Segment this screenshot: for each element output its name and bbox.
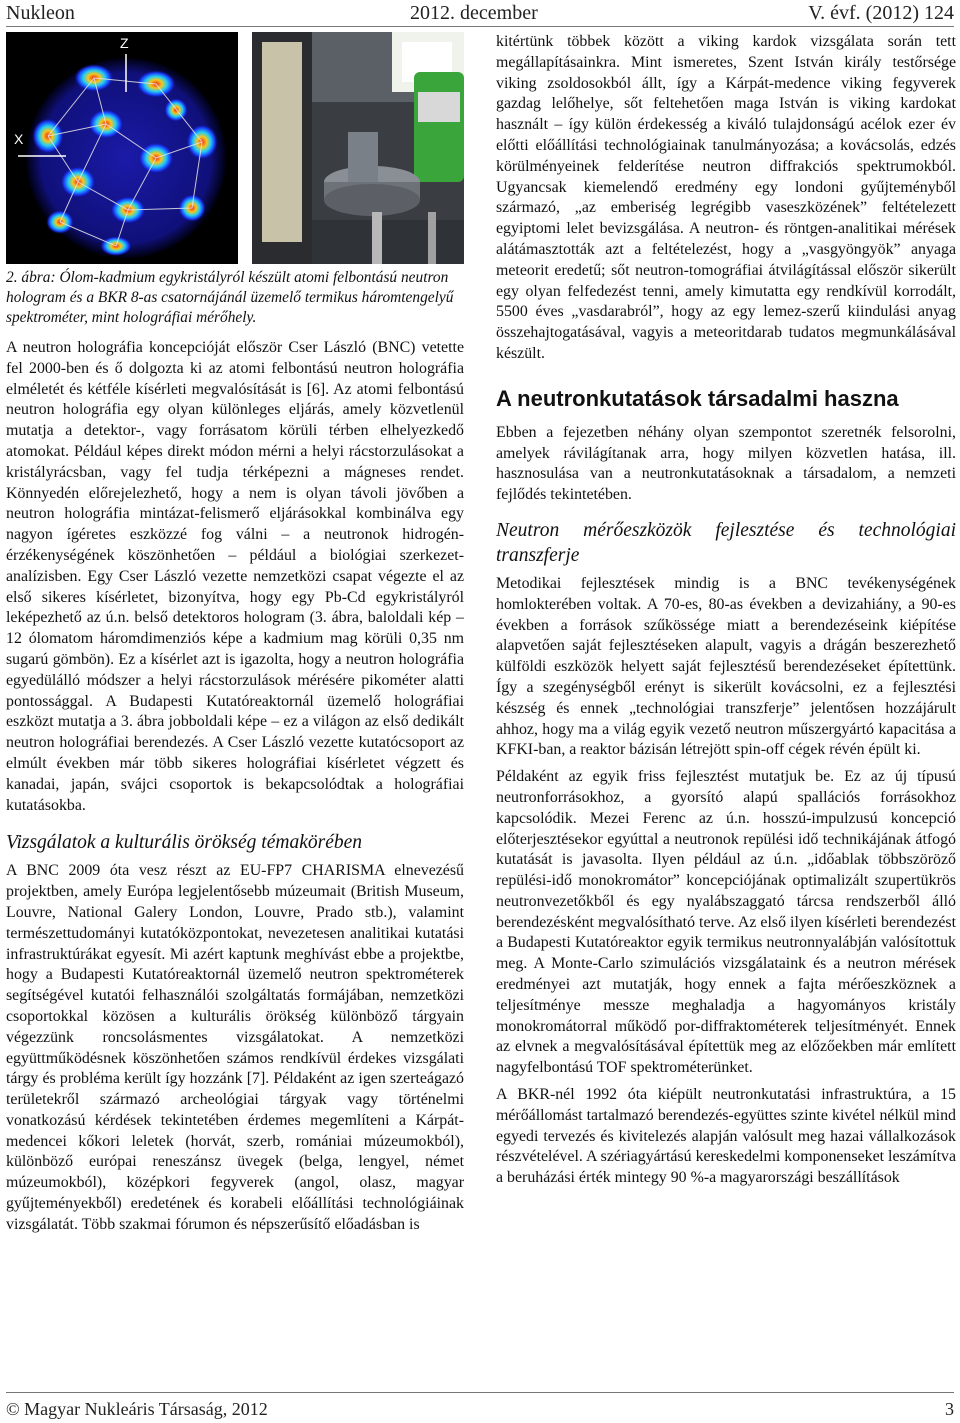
heading-instrument-development: Neutron mérőeszközök fejlesztése és technológiai transzferje — [496, 519, 956, 566]
hologram-image — [6, 32, 238, 264]
paragraph-methodology: Metodikai fejlesztések mindig is a BNC tevékenységének homlokterében voltak. A 70-es, 80-as években a devizahiány, a 90-es években a források szűkössége miatt a berendezéseink kiépítése alapvetően saját fejlesztéseken alapult, vagyis a drágán beszerezhető külföldi eszközök helyett saját fejlesztésű berendezéseket építettünk. Így a szegénységből erényt is sikerült kovácsolni, ez a fejlesztési készség és ennek „technológiai transzferje” jelentősen hozzájárult ahhoz, hogy ma a világ egyik vezető neutron műszergyártó kapacitása a KFKI-ban, a reaktor bázisán létrejött spin-off cégek révén épült ki. — [496, 574, 956, 759]
left-column — [6, 338, 464, 1236]
axis-z-label: Z — [120, 35, 129, 51]
paragraph-intro: Ebben a fejezetben néhány olyan szempontot szeretnék felsorolni, amelyek rávilágítanak arra, hogy milyen közvetlen hatása, ill. hasznosulása van a neutronkutatásoknak a társadalom, a nemzeti fejlődés tekintetében. — [496, 423, 956, 504]
copyright: © Magyar Nukleáris Társaság, 2012 — [6, 1399, 268, 1419]
issue-date: 2012. december — [410, 2, 538, 24]
paragraph-viking-swords: kitértünk többek között a viking kardok vizsgálata során tett megállapításainkra. Mint ismeretes, Szent István király testőrsége viking zsoldosokból állt, így a Kárpát-medence viking fegyverek gazdag lelőhelye, sőt feltehetően maga István is viking kardokat használt – így külön érdekesség a kiváló tulajdonságú acélok ezer év előtti előállítási technológiainak tanulmányozása; a kovácsolás, edzés körülményeinek felderítése neutron diffrakciós spektrumokból. Ugyancsak kiemelendő eredmény egy londoni gyűjteményből származó, „az emberiség legrégibb vaseszközének” feltételezett egyiptomi lelet bevizsgálása. A neutron- és röntgen-analitikai mérések alátámasztották azt a feltételezést, hogy a „vasgyöngyök” anyaga meteorit eredetű; sőt neutron-tomográfiai átvilágítással először sikerült egy olyan felfedezést tenni, amely kimutatta egy rendkívül korrodált, 5500 éves „vasdarabról”, hogy az egy lemez-szerű kiindulási anyag összehajtogatásával, vagyis a meteoritdarab tudatos megmunkálásával készült. — [496, 33, 956, 362]
figure-caption: 2. ábra: Ólom-kadmium egykristályról készült atomi felbontású neutron hologram és a BKR 8-as csatornájánál üzemelő termikus háromtengelyű spektrométer, mint holográfiai mérőhely. — [6, 269, 454, 326]
axis-x-label: X — [14, 131, 24, 147]
volume-info: V. évf. (2012) 124 — [808, 2, 954, 24]
spectrometer-photo — [252, 32, 464, 264]
paragraph-example: Példaként az egyik friss fejlesztést mutatjuk be. Ez az új típusú neutronforrásokhoz, a gyorsító alapú spallációs forrásokhoz kapcsolódik. Mezei Ferenc az ú.n. hosszú-impulzusú koncepció előterjesztésekor egyúttal a neutronok repülési idő technikájának átfogó kutatását is javasolta. Ilyen például az ú.n. „időablak többszöröző repülési-idő monokromátor” koncepciójának optimalizált szupertükrös neutronvezetőkből és egy nyalábszaggató tárcsa rendszerből álló berendezésként megvalósítható terve. Az első ilyen kísérleti berendezést a Budapesti Kutatóreaktor egyik termikus neutronnyalábján valósítottuk meg. A Monte-Carlo szimulációs vizsgálataink és a neutron mérések eredményei azt mutatják, hogy ennek a fajta mérőeszköznek a teljesítménye messze meghaladja a hagyományos kristály monokromátorral működő por-diffraktométerek teljesítményét. Ennek az elvnek a megvalósításával építettük meg az előzőekben már említett nagyfelbontású TOF spektrométerünket. — [496, 768, 956, 1077]
paragraph-infrastructure: A BKR-nél 1992 óta kiépült neutronkutatási infrastruktúra, a 15 mérőállomást tartalmazó berendezés-együttes szinte kivétel nélkül mind egyedi tervezés és kivitelezés alapján valósult meg hazai vállalkozások részvételével. A szériagyártású kereskedelmi komponenseket leszámítva a beruházási érték mintegy 90 %-a magyarországi beszállítások — [496, 1086, 956, 1187]
heading-social-benefit: A neutronkutatások társadalmi haszna — [496, 385, 899, 411]
paragraph-charisma: A BNC 2009 óta vesz részt az EU-FP7 CHARISMA elnevezésű projektben, amely Európa legjelentősebb múzeumait (British Museum, Louvre, National Galery London, Louvre, Prado stb.), valamint természettudományi kutatóközpontokat, nevezetesen analitikai kutatási infrastruktúrákat egyesít. Mi azért kaptunk meghívást ebbe a projektbe, hogy a Budapesti Kutatóreaktornál üzemelő neutron spektrométerek segítségével kutatói felhasználói szolgáltatás formájában, nemzetközi csoportokkal közösen a kulturális örökség különböző tárgyain végezzünk roncsolásmentes vizsgálatokat. A nemzetközi együttműködésnek köszönhetően számos rendkívül érdekes vizsgálati tárgy és probléma került így hozzánk [7]. Példaként az igen szerteágazó területekről származó archeológiai tárgyak vagy történelmi vonatkozású kérdések tekintetében érdemes megemlíteni a Kárpát-medencei kőkori leletek (horvát, szerb, romániai múzeumokból), különböző európai reneszánsz üvegek (belga, lengyel, német múzeumokból), középkori fegyverek (angol, olasz, magyar gyűjteményekből) eredetének és korabeli előállítási technológiáinak vizsgálatát. Több szakmai fórumon és népszerűsítő előadásban is — [6, 862, 464, 1233]
figure-2 — [6, 32, 464, 264]
heading-cultural-heritage: Vizsgálatok a kulturális örökség témakörében — [6, 832, 362, 854]
page-footer — [6, 1392, 954, 1421]
running-header — [6, 0, 954, 27]
paragraph-holography: A neutron holográfia koncepcióját először Cser László (BNC) vetette fel 2000-ben és ő dolgozta ki az atomi felbontású neutron holográfia elméletét és kétféle kísérleti megvalósítását is [6]. Az atomi felbontású neutron holográfia egy olyan különleges eljárás, amely közvetlenül mutatja a detektor-, vagy forrásatom körüli térben elhelyezkedő atomokat. Például képes direkt módon mérni a helyi rácstorzulásokat a kristályrácsban, vagy fel tudja térképezni a mágneses rendet. Könnyedén előrejelezhető, hogy a nem is olyan távoli jövőben a neutron holográfia mintázat-felismerő eljárásokkal kombinálva egy nagyon ígéretes eszközzé fog válni – a neutronok hidrogén-érzékenységének köszönhetően – például a biológiai szerkezet-analízisben. Egy Cser László vezette nemzetközi csapat végezte el az első sikeres kísérletet, bizonyítva, hogy egy Pb-Cd egykristályról leképezhető az ú.n. belső detektoros hologram (3. ábra, baloldali kép – 12 ólomatom háromdimenziós képe a kadmium mag körüli 0,35 nm sugarú gömbön). Ez a kísérlet azt is igazolta, hogy a neutron holográfia egyedülálló módszer a helyi rácstorzulások mérésére pikométer alatti pontossággal. A Budapesti Kutatóreaktornál üzemelő holográfiai eszközt mutatja a 3. ábra jobboldali képe – ez a világon az első dedikált neutron holográfiai berendezés. A Cser László vezette kutatócsoport az elmúlt években már több sikeres holográfiai kísérletet végzett és kanadai, japán, svájci csoportok is bekapcsolódtak a holográfiai kutatásokba. — [6, 339, 464, 814]
page-number: 3 — [945, 1399, 954, 1419]
journal-name: Nukleon — [6, 2, 75, 24]
right-column — [496, 32, 956, 1189]
